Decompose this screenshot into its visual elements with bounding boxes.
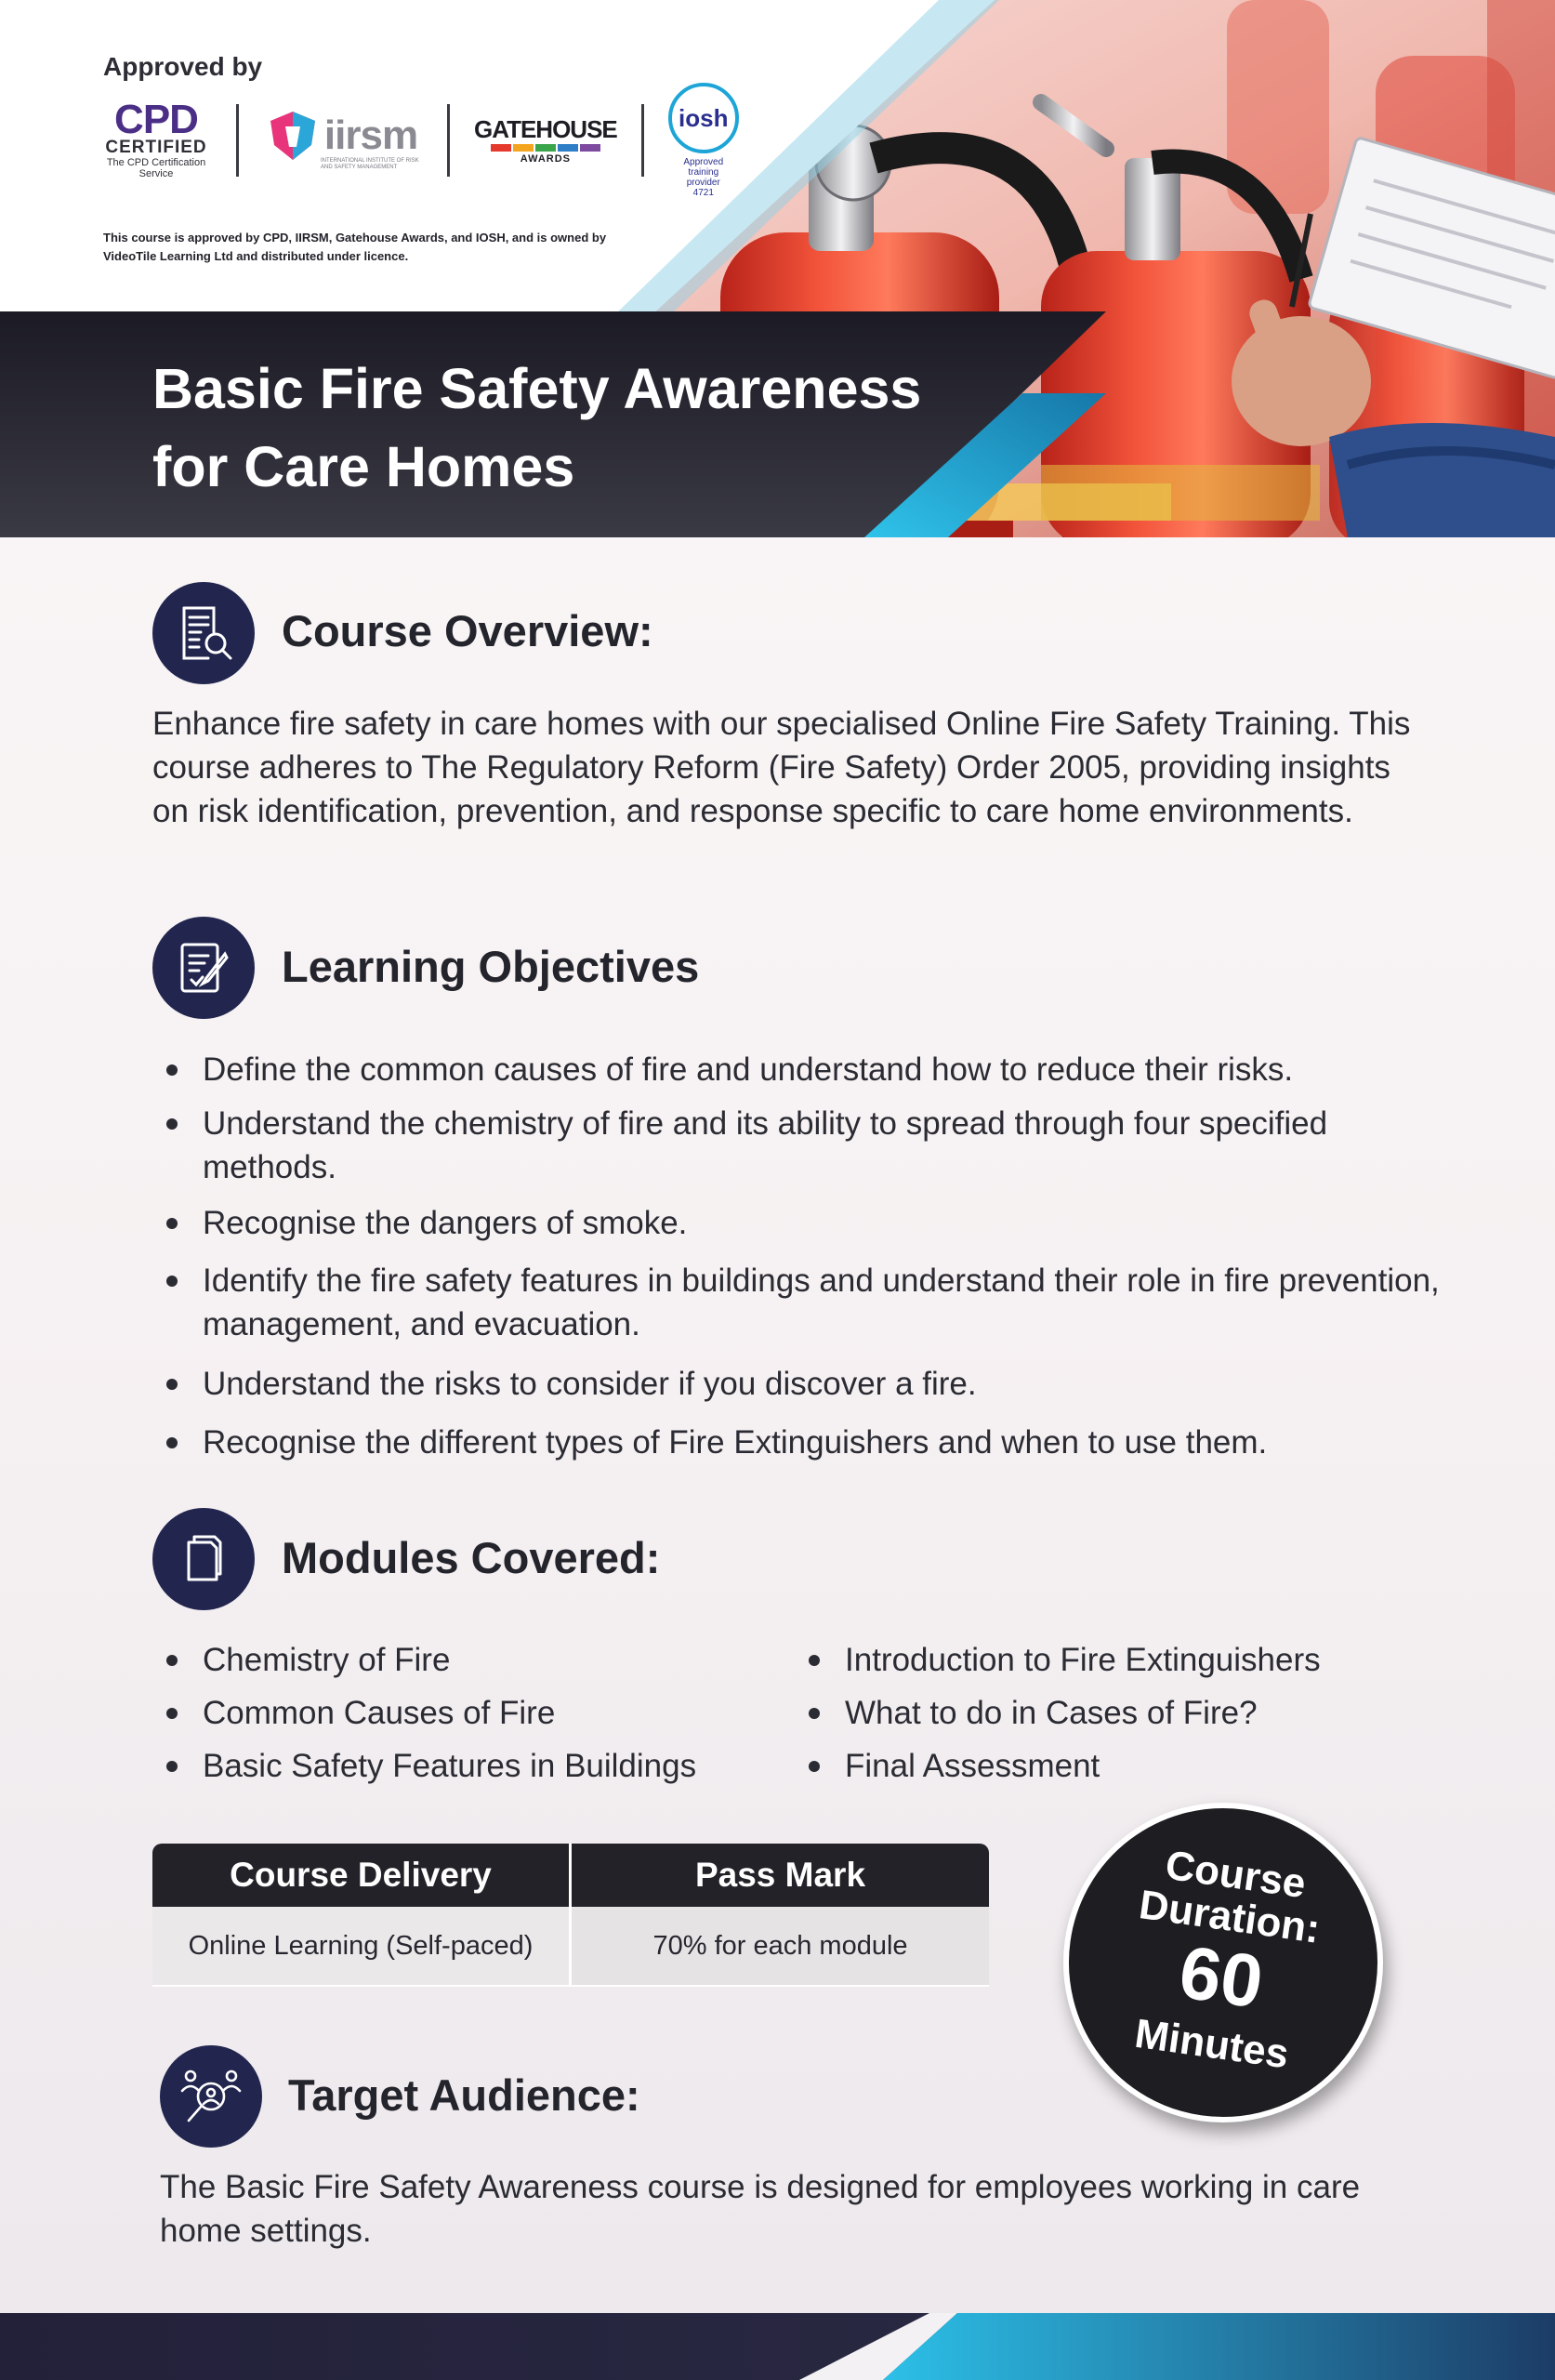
modules-list-right: [795, 1638, 1464, 1788]
objective-item: Recognise the dangers of smoke.: [152, 1201, 1454, 1245]
pass-mark-value: 70% for each module: [572, 1907, 989, 1985]
objective-item: Identify the fire safety features in buildings and understand their role in fire prevention, management, and evacuation.: [152, 1259, 1448, 1346]
pages-icon: [176, 1531, 231, 1587]
audience-section-icon: [160, 2045, 262, 2148]
duration-unit: Minutes: [1131, 2010, 1292, 2078]
cpd-logo-service: The CPD Certification Service: [106, 157, 206, 179]
module-item: Basic Safety Features in Buildings: [152, 1744, 784, 1788]
module-item: Chemistry of Fire: [152, 1638, 784, 1682]
objectives-section-icon: [152, 917, 255, 1019]
objective-item: Define the common causes of fire and understand how to reduce their risks.: [152, 1048, 1454, 1091]
iirsm-shield-icon: [269, 110, 317, 162]
iosh-logo: [668, 83, 739, 198]
logo-divider: [236, 104, 239, 177]
gatehouse-logo-mark: GATEHOUSE: [474, 114, 617, 143]
delivery-header: Course Delivery: [152, 1844, 569, 1907]
audience-heading: Target Audience:: [288, 2070, 640, 2120]
logo-divider: [641, 104, 644, 177]
objectives-list: [152, 1048, 1454, 1464]
audience-text: The Basic Fire Safety Awareness course is designed for employees working in care home settings.: [160, 2169, 1361, 2249]
iirsm-logo-small: INTERNATIONAL INSTITUTE OF RISK AND SAFETY MANAGEMENT: [321, 158, 419, 170]
approved-by-label: Approved by: [103, 52, 263, 81]
objective-item: Understand the risks to consider if you discover a fire.: [152, 1362, 1454, 1406]
duration-badge: [1043, 1782, 1404, 2144]
modules-heading: Modules Covered:: [282, 1533, 661, 1582]
objectives-heading: Learning Objectives: [282, 942, 700, 991]
iosh-circle-icon: [668, 83, 739, 153]
objective-item: Recognise the different types of Fire Extinguishers and when to use them.: [152, 1421, 1454, 1464]
gatehouse-logo: [474, 114, 617, 165]
overview-heading: Course Overview:: [282, 606, 653, 655]
module-item: Final Assessment: [795, 1744, 1464, 1788]
logo-divider: [447, 104, 450, 177]
module-item: Introduction to Fire Extinguishers: [795, 1638, 1464, 1682]
cpd-logo-mark: CPD: [114, 97, 198, 142]
module-item: Common Causes of Fire: [152, 1691, 784, 1735]
iosh-logo-small: Approved training provider 4721: [683, 157, 724, 198]
gatehouse-logo-awards: AWARDS: [520, 152, 572, 165]
pass-mark-header: Pass Mark: [572, 1844, 989, 1907]
cpd-logo: [100, 97, 212, 179]
document-search-icon: [171, 601, 236, 666]
course-info-table: [152, 1844, 989, 1985]
footer-band: [0, 2313, 1555, 2380]
page-title: Basic Fire Safety Awareness for Care Homes: [152, 357, 922, 498]
gatehouse-color-bars: [491, 144, 600, 152]
duration-number: 60: [1174, 1930, 1269, 2024]
delivery-column: [152, 1844, 569, 1985]
modules-list-left: [152, 1638, 784, 1788]
iirsm-logo: [263, 110, 423, 171]
modules-section-icon: [152, 1508, 255, 1610]
duration-label: Course Duration:: [1136, 1842, 1324, 1952]
module-item: What to do in Cases of Fire?: [795, 1691, 1464, 1735]
overview-section-icon: [152, 582, 255, 684]
iirsm-logo-mark: iirsm: [323, 112, 418, 158]
accreditation-logos: [100, 89, 739, 198]
delivery-value: Online Learning (Self-paced): [152, 1907, 569, 1985]
checklist-pen-icon: [173, 937, 234, 998]
iosh-logo-mark: iosh: [679, 103, 729, 132]
pass-mark-column: [572, 1844, 989, 1985]
overview-text: Enhance fire safety in care homes with our specialised Online Fire Safety Training. This course adheres to The Regulatory Reform (Fire Safety) Order 2005, providing insights on risk identification, prevention, and response specific to care home environments.: [152, 706, 1411, 829]
people-search-icon: [178, 2063, 244, 2130]
approval-note: This course is approved by CPD, IIRSM, Gatehouse Awards, and IOSH, and is owned by VideoTile Learning Ltd and distributed under licence.: [103, 231, 607, 263]
objective-item: Understand the chemistry of fire and its ability to spread through four specified methods.: [152, 1102, 1448, 1189]
cpd-logo-certified: CERTIFIED: [105, 138, 207, 157]
